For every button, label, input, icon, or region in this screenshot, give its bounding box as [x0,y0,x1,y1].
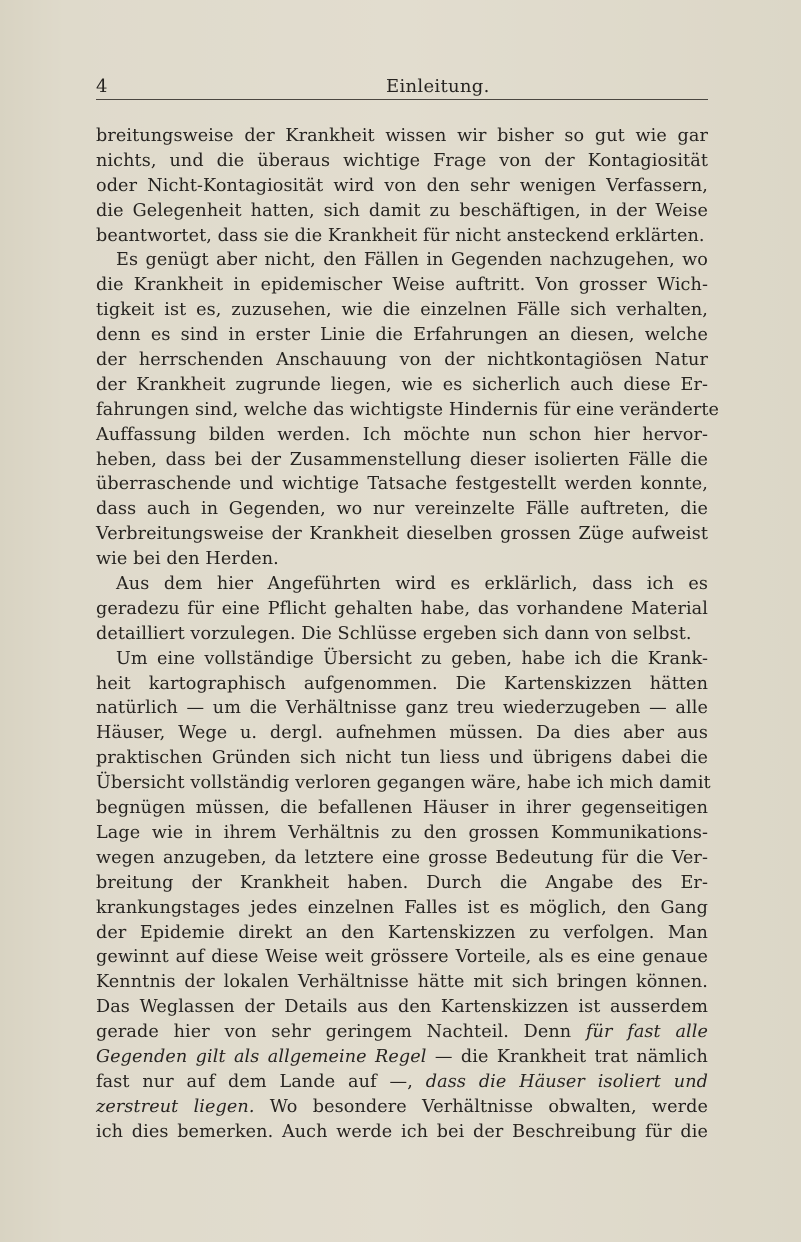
text-line: natürlich — um die Verhältnisse ganz treu wiederzugeben — alle [96,698,708,719]
text-line: die Gelegenheit hatten, sich damit zu beschäftigen, in der Weise [96,200,708,221]
text-line: heben, dass bei der Zusammenstellung dieser isolierten Fälle die [96,449,708,470]
page-number: 4 [96,76,108,97]
header-rule [96,99,708,100]
text-line: dass auch in Gegenden, wo nur vereinzelte Fälle auftreten, die [96,499,708,520]
body-text [96,124,720,1145]
text-span: fast nur auf dem Lande auf —, [96,1071,426,1092]
text-line: wegen anzugeben, da letztere eine grosse Bedeutung für die Ver- [96,847,708,868]
running-head: Einleitung. [386,76,490,97]
text-line: heit kartographisch aufgenommen. Die Kartenskizzen hätten [96,673,708,694]
text-line: breitungsweise der Krankheit wissen wir bisher so gut wie gar [96,126,708,146]
italic-text: zerstreut liegen. [96,1096,255,1117]
text-line: Das Weglassen der Details aus den Kartenskizzen ist ausserdem [96,997,708,1018]
text-line: wie bei den Herden. [96,549,279,570]
text-line: beantwortet, dass sie die Krankheit für nicht ansteckend erklärten. [96,225,705,246]
text-line: Häuser, Wege u. dergl. aufnehmen müssen. Da dies aber aus [96,723,708,744]
text-line: breitung der Krankheit haben. Durch die Angabe des Er- [96,872,708,893]
text-line: tigkeit ist es, zuzusehen, wie die einzelnen Fälle sich verhalten, [96,300,708,321]
italic-text: Gegenden gilt als allgemeine Regel [96,1046,427,1067]
text-line: Um eine vollständige Übersicht zu geben, habe ich die Krank- [116,648,708,669]
text-line: krankungstages jedes einzelnen Falles ist es möglich, den Gang [96,897,708,918]
text-line [96,1095,708,1120]
text-span: gerade hier von sehr geringem Nachteil. Denn [96,1022,572,1043]
italic-text: dass die Häuser isoliert und [425,1071,708,1092]
text-line: Auffassung bilden werden. Ich möchte nun schon hier hervor- [96,424,708,445]
text-line: Übersicht vollständig verloren gegangen wäre, habe ich mich damit [96,773,711,794]
text-line: praktischen Gründen sich nicht tun liess und übrigens dabei die [96,748,708,769]
text-line [96,1070,708,1095]
text-line: der Krankheit zugrunde liegen, wie es sicherlich auch diese Er- [96,374,708,395]
text-line: der Epidemie direkt an den Kartenskizzen zu verfolgen. Man [96,922,708,943]
italic-text: für fast alle [585,1022,708,1043]
text-line: der herrschenden Anschauung von der nichtkontagiösen Natur [96,350,708,371]
text-line: gewinnt auf diese Weise weit grössere Vorteile, als es eine genaue [96,947,708,968]
text-line: Es genügt aber nicht, den Fällen in Gegenden nachzugehen, wo [116,250,708,271]
text-line: Aus dem hier Angeführten wird es erklärlich, dass ich es [116,574,708,595]
text-line: ich dies bemerken. Auch werde ich bei der Beschreibung für die [96,1121,708,1142]
text-line: fahrungen sind, welche das wichtigste Hindernis für eine veränderte [96,399,720,420]
text-span: — die Krankheit trat nämlich [426,1046,708,1067]
text-span: Wo besondere Verhältnisse obwalten, werde [254,1096,708,1117]
text-line: Verbreitungsweise der Krankheit dieselben grossen Züge aufweist [96,524,708,545]
text-line: denn es sind in erster Linie die Erfahrungen an diesen, welche [96,325,708,346]
text-line: geradezu für eine Pflicht gehalten habe, das vorhandene Material [96,598,708,619]
text-line: nichts, und die überaus wichtige Frage von der Kontagiosität [96,150,708,171]
text-line: detailliert vorzulegen. Die Schlüsse ergeben sich dann von selbst. [96,623,692,644]
page-header [96,76,708,104]
text-line [96,1045,708,1070]
text-line: überraschende und wichtige Tatsache festgestellt werden konnte, [96,474,708,495]
text-line: begnügen müssen, die befallenen Häuser in ihrer gegenseitigen [96,798,708,819]
text-line: Lage wie in ihrem Verhältnis zu den grossen Kommunikations- [96,822,708,843]
text-line [96,1020,708,1045]
text-line: oder Nicht-Kontagiosität wird von den sehr wenigen Verfassern, [96,175,708,196]
text-line: die Krankheit in epidemischer Weise auftritt. Von grosser Wich- [96,275,708,296]
text-line: Kenntnis der lokalen Verhältnisse hätte mit sich bringen können. [96,972,708,993]
